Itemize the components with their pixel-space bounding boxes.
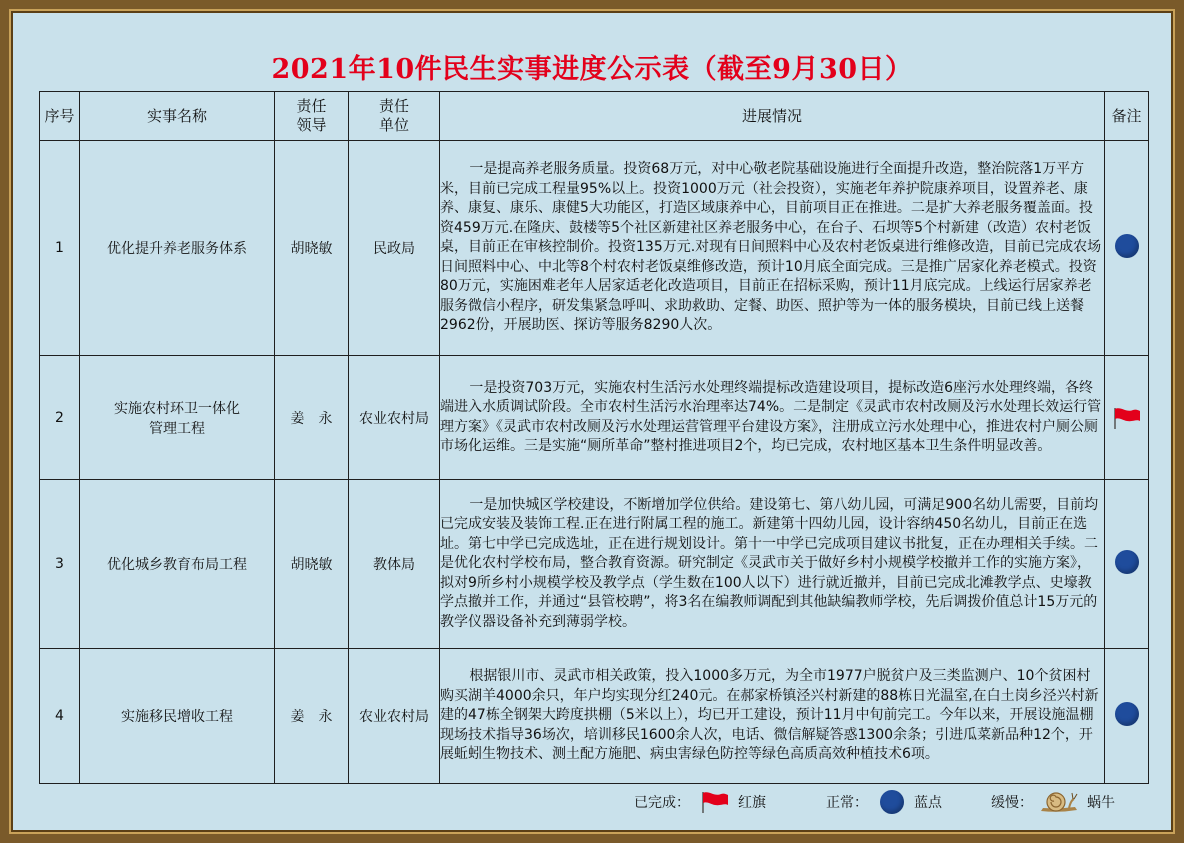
row-status	[1105, 480, 1149, 649]
red-flag-icon	[1112, 406, 1142, 430]
row-progress: 根据银川市、灵武市相关政策，投入1000多万元，为全市1977户脱贫户及三类监测户、10个贫困村购买湖羊4000余只，年户均实现分红240元。在郝家桥镇泾兴村新建的88栋日光温室,在白土岗乡泾兴村新建的47栋全钢架大跨度拱棚（5米以上），均已开工建设，预计11月中旬前完工。今年以来，开展设施温棚现场技术指导36场次，培训移民1600余人次，电话、微信解疑答惑1300余条；引进瓜菜新品种12个，开展蚯蚓生物技术、测土配方施肥、病虫害绿色防控等绿色高质高效种植技术6项。	[440, 649, 1105, 784]
table-row	[40, 480, 1149, 649]
header-leader: 责任 领导	[275, 92, 349, 141]
row-unit: 民政局	[349, 141, 440, 356]
table-row	[40, 141, 1149, 356]
table-row	[40, 356, 1149, 480]
row-leader: 姜 永	[275, 649, 349, 784]
row-name: 优化城乡教育布局工程	[80, 480, 275, 649]
row-name: 实施移民增收工程	[80, 649, 275, 784]
row-seq: 3	[40, 480, 80, 649]
header-note: 备注	[1105, 92, 1149, 141]
row-status	[1105, 356, 1149, 480]
row-leader: 姜 永	[275, 356, 349, 480]
row-progress: 一是投资703万元，实施农村生活污水处理终端提标改造建设项目，提标改造6座污水处理终端，各终端进入水质调试阶段。全市农村生活污水治理率达74%。二是制定《灵武市农村改厕及污水处理长效运行管理方案》《灵武市农村改厕及污水处理运营管理平台建设方案》，注册成立污水处理中心，推进农村户厕公厕市场化运维。三是实施“厕所革命”整村推进项目2个，均已完成，农村地区基本卫生条件明显改善。	[440, 356, 1105, 480]
row-seq: 4	[40, 649, 80, 784]
row-unit: 农业农村局	[349, 649, 440, 784]
table-row	[40, 649, 1149, 784]
header-progress: 进展情况	[440, 92, 1105, 141]
row-status	[1105, 141, 1149, 356]
row-unit: 教体局	[349, 480, 440, 649]
header-name: 实事名称	[80, 92, 275, 141]
row-progress: 一是提高养老服务质量。投资68万元，对中心敬老院基础设施进行全面提升改造，整治院落1万平方米，目前已完成工程量95%以上。投资1000万元（社会投资），实施老年养护院康养项目，设置养老、康养、康复、康乐、康健5大功能区，打造区域康养中心，目前项目正在推进。二是扩大养老服务覆盖面。投资459万元.在隆庆、鼓楼等5个社区新建社区养老服务中心，在台子、石坝等5个村新建（改造）农村老饭桌，目前正在审核控制价。投资135万元.对现有日间照料中心及农村老饭桌进行维修改造，目前已完成农场日间照料中心、中北等8个村农村老饭桌维修改造，预计10月底全面完成。三是推广居家化养老模式。投资80万元，实施困难老年人居家适老化改造项目，目前正在招标采购，预计11月底完成。上线运行居家养老服务微信小程序，研发集紧急呼叫、求助救助、定餐、助医、照护等为一体的服务模块，目前已线上送餐2962份，开展助医、探访等服务8290人次。	[440, 141, 1105, 356]
row-status	[1105, 649, 1149, 784]
header-unit: 责任 单位	[349, 92, 440, 141]
row-leader: 胡晓敏	[275, 141, 349, 356]
legend-done	[634, 787, 766, 817]
snail-icon	[1039, 790, 1081, 814]
row-unit: 农业农村局	[349, 356, 440, 480]
legend-done-label: 已完成：	[634, 795, 690, 811]
row-name: 优化提升养老服务体系	[80, 141, 275, 356]
blue-dot-icon	[1115, 702, 1139, 726]
red-flag-icon	[698, 790, 732, 814]
row-seq: 2	[40, 356, 80, 480]
legend-normal-text: 蓝点	[914, 795, 942, 811]
row-progress: 一是加快城区学校建设，不断增加学位供给。建设第七、第八幼儿园，可满足900名幼儿需要，目前均已完成安装及装饰工程.正在进行附属工程的施工。新建第十四幼儿园，设计容纳450名幼儿，目前正在选址。第七中学已完成选址，正在进行规划设计。第十一中学已完成项目建议书批复，正在办理相关手续。二是优化农村学校布局，整合教育资源。研究制定《灵武市关于做好乡村小规模学校撤并工作的实施方案》，拟对9所乡村小规模学校及教学点（学生数在100人以下）进行就近撤并，目前已完成北滩教学点、史壕教学点撤并工作，并通过“县管校聘”，将3名在编教师调配到其他缺编教师学校，先后调拨价值总计15万元的教学仪器设备补充到薄弱学校。	[440, 480, 1105, 649]
row-seq: 1	[40, 141, 80, 356]
legend-slow-text: 蜗牛	[1087, 795, 1115, 811]
page-title: 2021年10件民生实事进度公示表（截至9月30日）	[271, 54, 913, 85]
header-seq: 序号	[40, 92, 80, 141]
legend-slow-label: 缓慢：	[991, 795, 1033, 811]
table-header-row	[40, 92, 1149, 141]
legend-normal	[826, 787, 942, 817]
legend-normal-label: 正常：	[826, 795, 868, 811]
progress-table	[39, 91, 1149, 784]
blue-dot-icon	[1115, 550, 1139, 574]
blue-dot-icon	[1115, 234, 1139, 258]
row-name: 实施农村环卫一体化 管理工程	[80, 356, 275, 480]
legend-slow	[991, 787, 1115, 817]
row-leader: 胡晓敏	[275, 480, 349, 649]
legend-done-text: 红旗	[738, 795, 766, 811]
blue-dot-icon	[880, 790, 904, 814]
